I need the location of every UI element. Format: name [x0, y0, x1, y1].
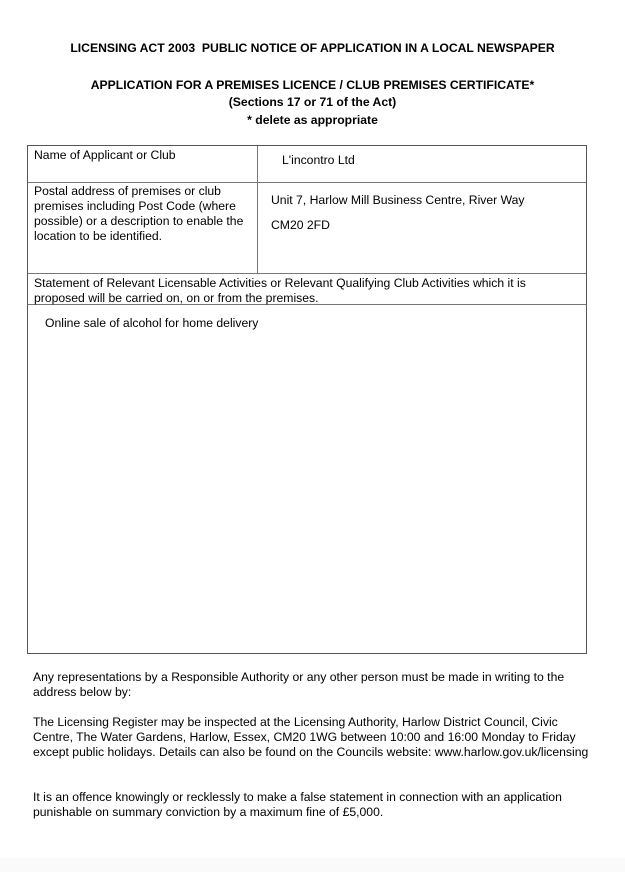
application-type-heading: APPLICATION FOR A PREMISES LICENCE / CLUB PREMISES CERTIFICATE*: [90, 78, 535, 92]
representations-note: Any representations by a Responsible Authority or any other person must be made in writing to the address below by:: [33, 670, 565, 699]
address-label: Postal address of premises or club premises including Post Code (where possible) or a description to enable the location to be identified.: [34, 184, 244, 243]
column-divider: [257, 146, 258, 273]
notice-title: LICENSING ACT 2003 PUBLIC NOTICE OF APPLICATION IN A LOCAL NEWSPAPER: [70, 41, 555, 55]
page-bottom-edge: [0, 858, 625, 872]
address-line-2: CM20 2FD: [271, 218, 330, 232]
row-divider: [28, 273, 586, 274]
applicant-label: Name of Applicant or Club: [34, 148, 176, 162]
application-form-table: [27, 145, 587, 654]
sections-reference: (Sections 17 or 71 of the Act): [228, 95, 397, 109]
delete-note: * delete as appropriate: [247, 113, 378, 127]
activities-value: Online sale of alcohol for home delivery: [45, 316, 259, 330]
address-line-1: Unit 7, Harlow Mill Business Centre, River Way: [271, 193, 525, 207]
activities-label: Statement of Relevant Licensable Activities or Relevant Qualifying Club Activities which it is proposed will be carried on, on or from the premises.: [34, 276, 526, 305]
register-note: The Licensing Register may be inspected at the Licensing Authority, Harlow District Council, Civic Centre, The Water Gardens, Harlow, Essex, CM20 1WG between 10:00 and 16:00 Monday to Friday except public holidays. Details can also be found on the Councils website: www.harlow.gov.uk/licensing: [33, 715, 589, 759]
row-divider: [28, 182, 586, 183]
offence-note: It is an offence knowingly or recklessly to make a false statement in connection with an application punishable on summary conviction by a maximum fine of £5,000.: [33, 790, 562, 819]
applicant-value: L'incontro Ltd: [282, 153, 355, 167]
